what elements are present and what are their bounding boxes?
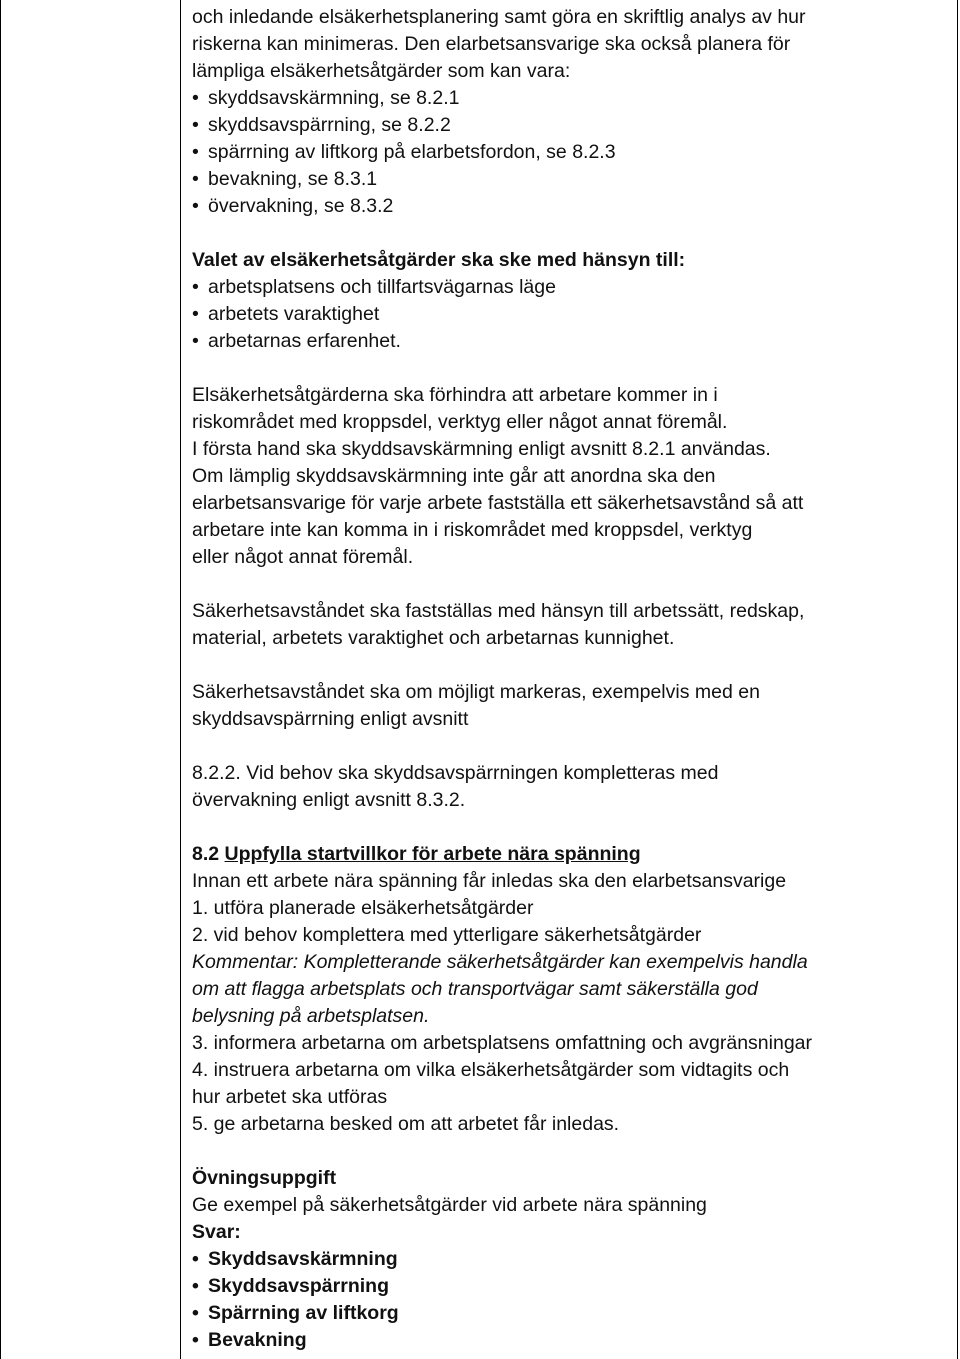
section-heading: [192, 841, 952, 868]
prevent-line: riskområdet med kroppsdel, verktyg eller något annat föremål.: [192, 411, 728, 433]
step-item: 3. informera arbetarna om arbetsplatsens omfattning och avgränsningar: [192, 1032, 813, 1054]
section-intro: Innan ett arbete nära spänning får inledas ska den elarbetsansvarige: [192, 870, 787, 892]
distance-line: material, arbetets varaktighet och arbetarnas kunnighet.: [192, 627, 675, 649]
step-item: 1. utföra planerade elsäkerhetsåtgärder: [192, 897, 534, 919]
complement-line: 8.2.2. Vid behov ska skyddsavspärrningen kompletteras med: [192, 762, 719, 784]
answer-item: • Skyddsavspärrning: [192, 1273, 952, 1300]
step-item: 4. instruera arbetarna om vilka elsäkerhetsåtgärder som vidtagits och: [192, 1059, 790, 1081]
prevent-line: Elsäkerhetsåtgärderna ska förhindra att arbetare kommer in i: [192, 384, 718, 406]
distance-line: Säkerhetsavståndet ska fastställas med hänsyn till arbetssätt, redskap,: [192, 600, 805, 622]
prevent-line: arbetare inte kan komma in i riskområdet med kroppsdel, verktyg: [192, 519, 753, 541]
intro-line: riskerna kan minimeras. Den elarbetsansvarige ska också planera för: [192, 33, 791, 55]
answer-item: • Skyddsavskärmning: [192, 1246, 952, 1273]
section-title: Uppfylla startvillkor för arbete nära spänning: [224, 843, 641, 865]
prevent-line: elarbetsansvarige för varje arbete fastställa ett säkerhetsavstånd så att: [192, 492, 804, 514]
measure-item: • övervakning, se 8.3.2: [192, 193, 952, 220]
comment-line: om att flagga arbetsplats och transportvägar samt säkerställa god: [192, 978, 758, 1000]
selection-item: • arbetets varaktighet: [192, 301, 952, 328]
document-body: [192, 4, 952, 1354]
prevent-line: I första hand ska skyddsavskärmning enligt avsnitt 8.2.1 användas.: [192, 438, 771, 460]
intro-line: lämpliga elsäkerhetsåtgärder som kan vara:: [192, 60, 571, 82]
prevent-line: eller något annat föremål.: [192, 546, 414, 568]
exercise-question: Ge exempel på säkerhetsåtgärder vid arbete nära spänning: [192, 1194, 707, 1216]
section-number: 8.2: [192, 843, 220, 865]
mark-line: skyddsavspärrning enligt avsnitt: [192, 708, 469, 730]
measure-item: • spärrning av liftkorg på elarbetsfordon, se 8.2.3: [192, 139, 952, 166]
answer-item: • Spärrning av liftkorg: [192, 1300, 952, 1327]
step-item: hur arbetet ska utföras: [192, 1086, 388, 1108]
comment-line: belysning på arbetsplatsen.: [192, 1005, 430, 1027]
prevent-line: Om lämplig skyddsavskärmning inte går att anordna ska den: [192, 465, 716, 487]
selection-item: • arbetarnas erfarenhet.: [192, 328, 952, 355]
column-divider: [180, 0, 181, 1359]
measure-item: • skyddsavspärrning, se 8.2.2: [192, 112, 952, 139]
intro-line: och inledande elsäkerhetsplanering samt göra en skriftlig analys av hur: [192, 6, 806, 28]
selection-heading: Valet av elsäkerhetsåtgärder ska ske med hänsyn till:: [192, 249, 686, 271]
complement-line: övervakning enligt avsnitt 8.3.2.: [192, 789, 466, 811]
answer-label: Svar:: [192, 1221, 241, 1243]
mark-line: Säkerhetsavståndet ska om möjligt markeras, exempelvis med en: [192, 681, 760, 703]
measure-item: • bevakning, se 8.3.1: [192, 166, 952, 193]
selection-item: • arbetsplatsens och tillfartsvägarnas läge: [192, 274, 952, 301]
step-item: 5. ge arbetarna besked om att arbetet får inledas.: [192, 1113, 620, 1135]
step-item: 2. vid behov komplettera med ytterligare säkerhetsåtgärder: [192, 924, 702, 946]
comment-line: Kommentar: Kompletterande säkerhetsåtgärder kan exempelvis handla: [192, 951, 808, 973]
exercise-heading: Övningsuppgift: [192, 1167, 337, 1189]
measure-item: • skyddsavskärmning, se 8.2.1: [192, 85, 952, 112]
answer-item: • Bevakning: [192, 1327, 952, 1354]
